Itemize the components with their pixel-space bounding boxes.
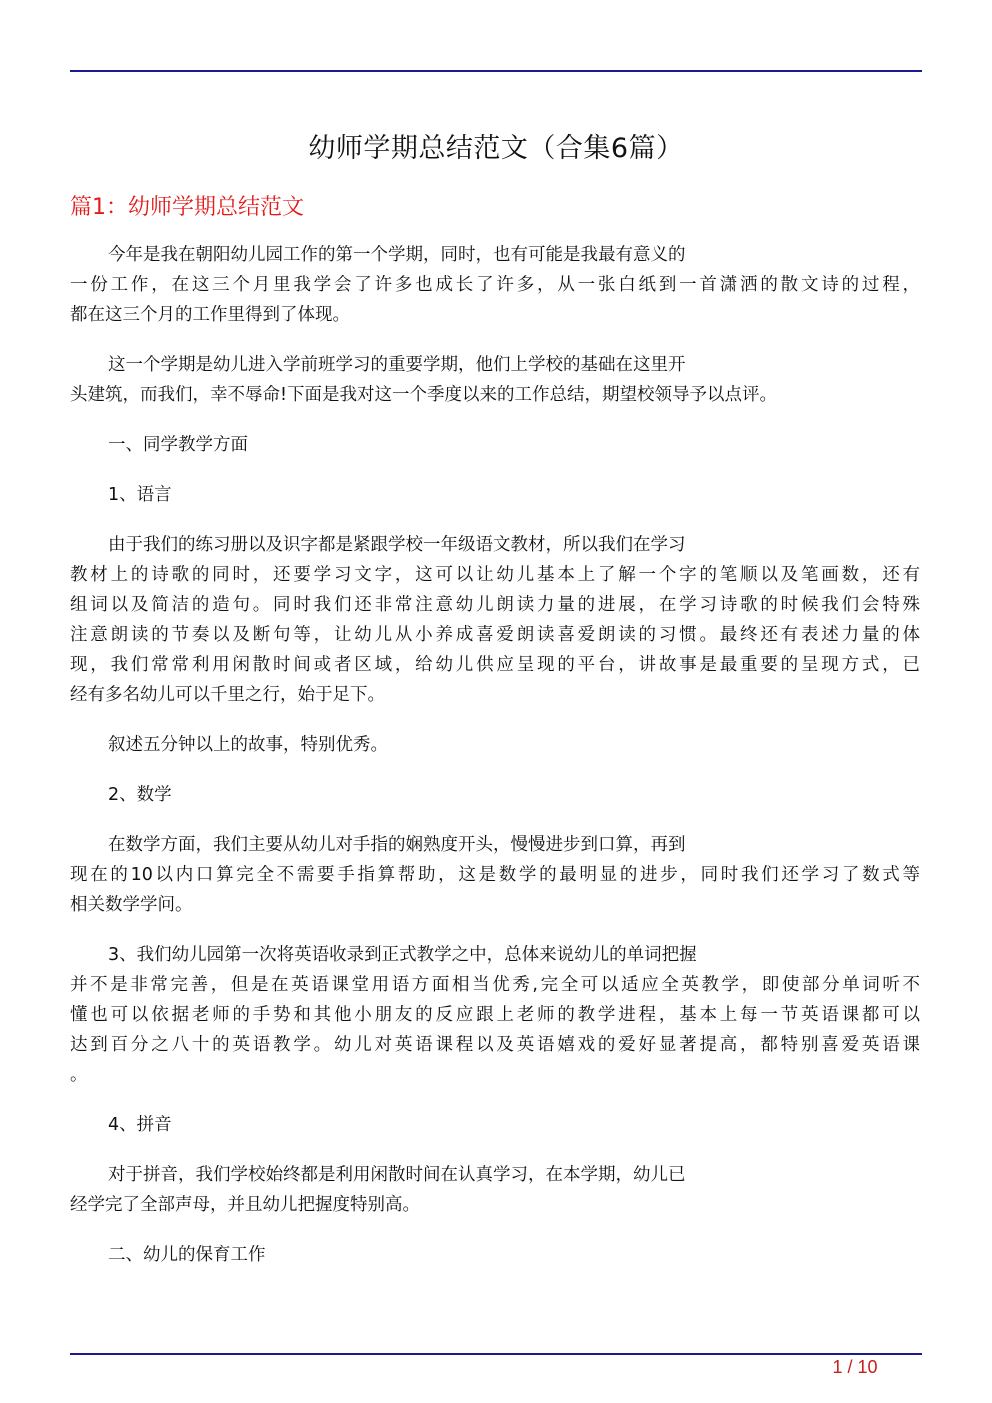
paragraph-line: 经学完了全部声母，并且幼儿把握度特别高。 [70,1195,420,1215]
header-rule [70,70,922,72]
paragraph-line: 现在的10以内口算完全不需要手指算帮助，这是数学的最明显的进步，同时我们还学习了数式等 [70,865,920,885]
paragraph-line: 。 [70,1065,88,1085]
section-heading: 篇1：幼师学期总结范文 [70,195,304,220]
paragraph-line: 都在这三个月的工作里得到了体现。 [70,305,350,325]
paragraph-line: 2、数学 [108,785,172,805]
footer-rule [70,1353,922,1355]
paragraph-line: 二、幼儿的保育工作 [108,1245,266,1265]
page-indicator: 1 / 10 [832,1357,878,1377]
paragraph-line: 3、我们幼儿园第一次将英语收录到正式教学之中，总体来说幼儿的单词把握 [108,945,697,965]
paragraph-line: 这一个学期是幼儿进入学前班学习的重要学期，他们上学校的基础在这里开 [108,355,686,375]
paragraph [70,1240,920,1270]
paragraph-line: 懂也可以依据老师的手势和其他小朋友的反应跟上老师的教学进程，基本上每一节英语课都可以 [70,1005,920,1025]
paragraph [70,780,920,810]
paragraph-line: 达到百分之八十的英语教学。幼儿对英语课程以及英语嬉戏的爱好显著提高，都特别喜爱英语课 [70,1035,920,1055]
paragraph-line: 一、同学教学方面 [108,435,248,455]
paragraph [70,1110,920,1140]
paragraph-line: 注意朗读的节奏以及断句等，让幼儿从小养成喜爱朗读喜爱朗读的习惯。最终还有表述力量的体 [70,625,920,645]
paragraph [70,1160,920,1220]
paragraph-line: 教材上的诗歌的同时，还要学习文字，这可以让幼儿基本上了解一个字的笔顺以及笔画数，还有 [70,565,920,585]
paragraph-line: 经有多名幼儿可以千里之行，始于足下。 [70,685,385,705]
paragraph [70,730,920,760]
paragraph-line: 在数学方面，我们主要从幼儿对手指的娴熟度开头，慢慢进步到口算，再到 [108,835,686,855]
paragraph [70,350,920,410]
paragraph-line: 并不是非常完善，但是在英语课堂用语方面相当优秀,完全可以适应全英教学，即使部分单词听不 [70,975,920,995]
paragraph-line: 现，我们常常利用闲散时间或者区域，给幼儿供应呈现的平台，讲故事是最重要的呈现方式，已 [70,655,920,675]
paragraph-line: 4、拼音 [108,1115,172,1135]
paragraph-line: 由于我们的练习册以及识字都是紧跟学校一年级语文教材，所以我们在学习 [108,535,686,555]
paragraph [70,940,920,1090]
document-title: 幼师学期总结范文（合集6篇） [308,133,684,164]
paragraph-line: 今年是我在朝阳幼儿园工作的第一个学期，同时，也有可能是我最有意义的 [108,245,686,265]
document-body [70,240,920,1290]
paragraph [70,830,920,920]
paragraph-line: 头建筑，而我们，幸不辱命!下面是我对这一个季度以来的工作总结，期望校领导予以点评。 [70,385,778,405]
paragraph-line: 相关数学学问。 [70,895,193,915]
paragraph-line: 叙述五分钟以上的故事，特别优秀。 [108,735,388,755]
paragraph [70,430,920,460]
paragraph-line: 一份工作，在这三个月里我学会了许多也成长了许多，从一张白纸到一首潇洒的散文诗的过程， [70,275,920,295]
paragraph-line: 1、语言 [108,485,172,505]
paragraph-line: 对于拼音，我们学校始终都是利用闲散时间在认真学习，在本学期，幼儿已 [108,1165,686,1185]
paragraph [70,240,920,330]
paragraph [70,480,920,510]
paragraph-line: 组词以及简洁的造句。同时我们还非常注意幼儿朗读力量的进展，在学习诗歌的时候我们会特殊 [70,595,920,615]
paragraph [70,530,920,710]
